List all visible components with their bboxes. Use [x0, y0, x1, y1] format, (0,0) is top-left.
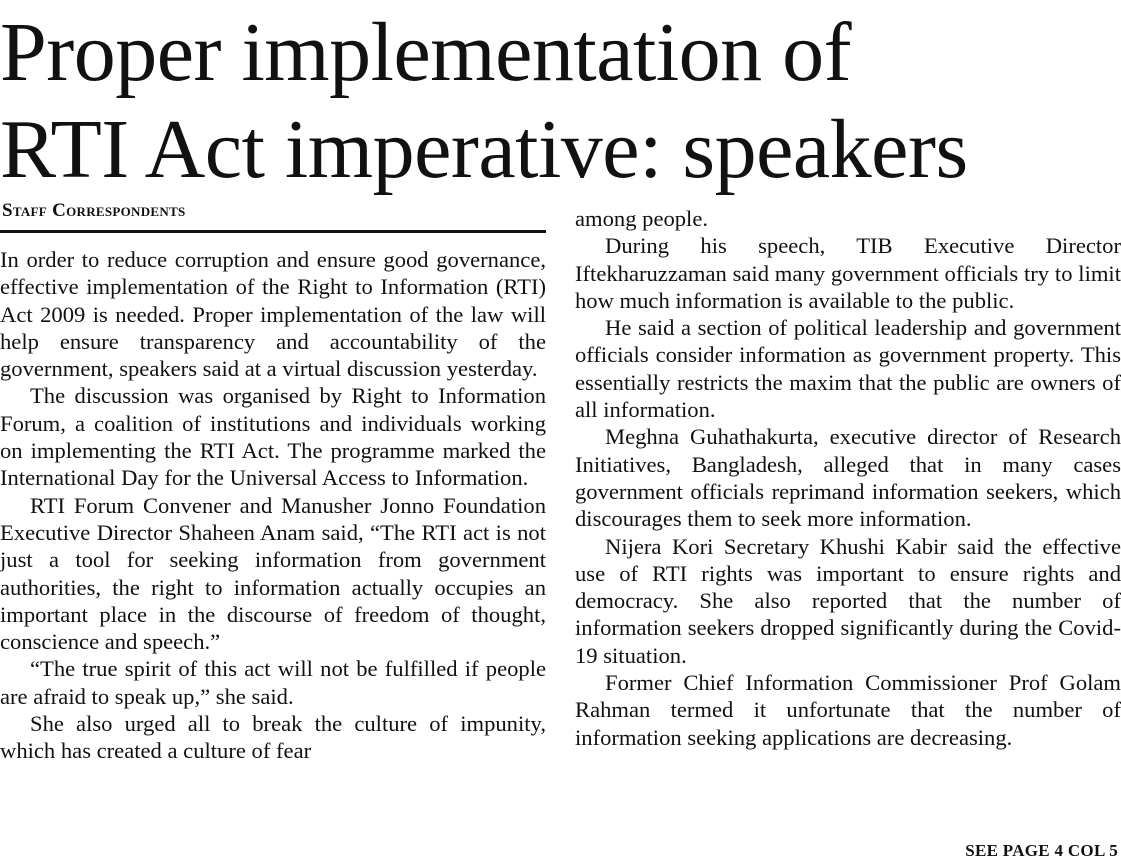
article-column-right [575, 205, 1121, 751]
paragraph: In order to reduce corruption and ensure good governance, effective implementation of the Right to Information (RTI) Act 2009 is needed. Proper implementation of the law will help ensure transparency and accountability of the government, speakers said at a virtual discussion yesterday. [0, 247, 546, 382]
headline-line-1: Proper implementation of [0, 6, 852, 99]
paragraph-continued: among people. [575, 206, 709, 231]
paragraph: “The true spirit of this act will not be fulfilled if people are afraid to speak up,” she said. [0, 656, 546, 709]
headline-line-2: RTI Act imperative: speakers [0, 103, 968, 196]
paragraph: She also urged all to break the culture of impunity, which has created a culture of fear [0, 711, 546, 764]
paragraph: RTI Forum Convener and Manusher Jonno Foundation Executive Director Shaheen Anam said, “The RTI act is not just a tool for seeking information from government authorities, the right to information actually occupies an important place in the discourse of freedom of thought, conscience and speech.” [0, 492, 546, 655]
paragraph: The discussion was organised by Right to Information Forum, a coalition of institutions and individuals working on implementing the RTI Act. The programme marked the International Day for the Universal Access to Information. [0, 383, 546, 491]
byline: Staff Correspondents [2, 200, 186, 221]
paragraph: Former Chief Information Commissioner Prof Golam Rahman termed it unfortunate that the number of information seeking applications are decreasing. [575, 670, 1121, 750]
byline-rule [0, 230, 546, 233]
article-column-left [0, 246, 546, 765]
paragraph: Meghna Guhathakurta, executive director of Research Initiatives, Bangladesh, alleged that in many cases government officials reprimand information seekers, which discourages them to seek more information. [575, 424, 1121, 532]
continued-on-page-line: SEE PAGE 4 COL 5 [965, 841, 1118, 860]
paragraph: Nijera Kori Secretary Khushi Kabir said the effective use of RTI rights was important to ensure rights and democracy. She also reported that the number of information seekers dropped significantly during the Covid-19 situation. [575, 533, 1121, 668]
paragraph: He said a section of political leadership and government officials consider information as government property. This essentially restricts the maxim that the public are owners of all information. [575, 315, 1121, 423]
headline [0, 4, 1121, 198]
paragraph: During his speech, TIB Executive Director Iftekharuzzaman said many government officials try to limit how much information is available to the public. [575, 233, 1121, 313]
